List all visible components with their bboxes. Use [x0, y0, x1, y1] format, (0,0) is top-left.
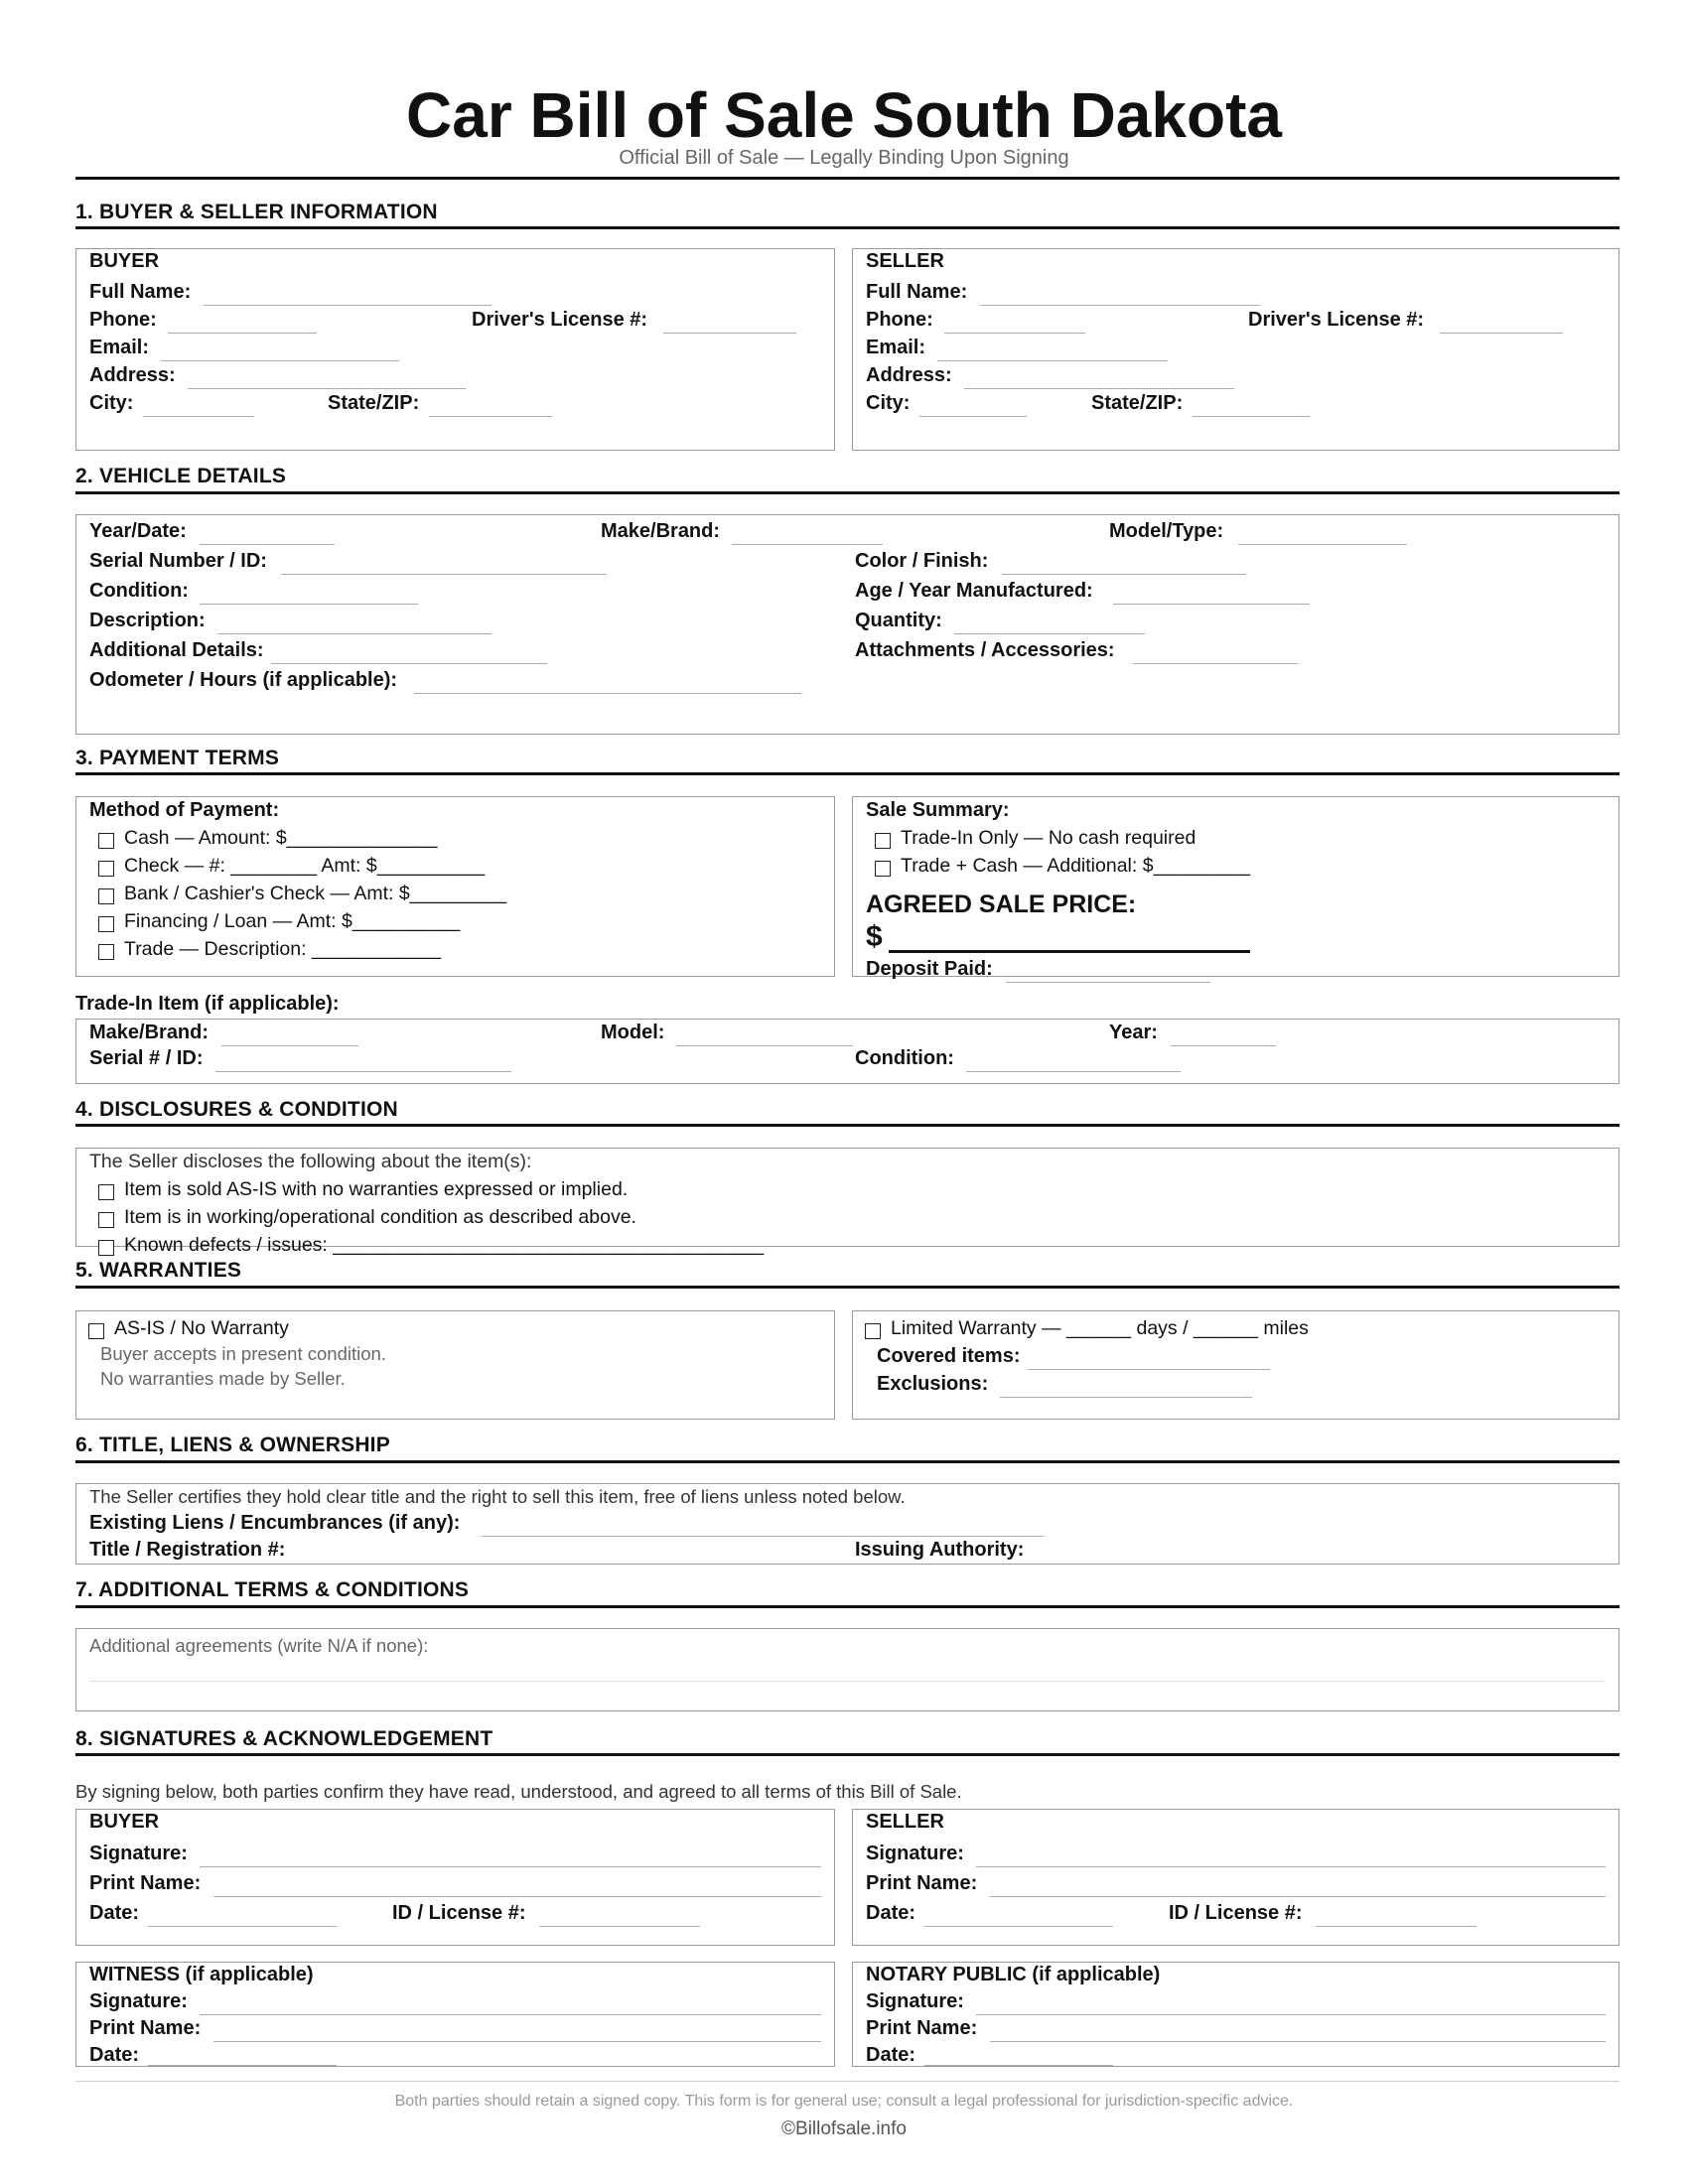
title-liens-box: [75, 1483, 1619, 1565]
vehicle-odometer-label: Odometer / Hours (if applicable):: [89, 669, 398, 691]
section-1-rule: [75, 226, 1619, 229]
section-3-heading: 3. PAYMENT TERMS: [75, 747, 280, 769]
notary-title: NOTARY PUBLIC (if applicable): [866, 1964, 1161, 1985]
financing-checkbox[interactable]: [98, 916, 114, 932]
covered-items-label: Covered items:: [877, 1345, 1021, 1367]
buyer-state-zip-field[interactable]: [429, 416, 552, 417]
vehicle-description-label: Description:: [89, 610, 206, 631]
as-is-disclosure-checkbox[interactable]: [98, 1184, 114, 1200]
cash-option-label: Cash — Amount: $______________: [124, 827, 438, 849]
trade-in-box: [75, 1019, 1619, 1084]
seller-phone-label: Phone:: [866, 309, 933, 331]
section-4-heading: 4. DISCLOSURES & CONDITION: [75, 1098, 398, 1121]
vehicle-quantity-field[interactable]: [954, 633, 1145, 634]
existing-liens-label: Existing Liens / Encumbrances (if any):: [89, 1512, 461, 1534]
as-is-warranty-checkbox[interactable]: [88, 1323, 104, 1339]
buyer-email-label: Email:: [89, 337, 150, 358]
buyer-accepts-text: Buyer accepts in present condition.: [100, 1343, 386, 1364]
vehicle-model-field[interactable]: [1238, 544, 1407, 545]
deposit-paid-label: Deposit Paid:: [866, 958, 993, 980]
sale-summary-title: Sale Summary:: [866, 799, 1010, 821]
vehicle-make-field[interactable]: [732, 544, 883, 545]
seller-phone-field[interactable]: [944, 333, 1085, 334]
buyer-date-field[interactable]: [148, 1926, 337, 1927]
section-5-heading: 5. WARRANTIES: [75, 1259, 242, 1282]
no-warranties-text: No warranties made by Seller.: [100, 1368, 346, 1389]
buyer-city-field[interactable]: [143, 416, 254, 417]
trade-only-label: Trade-In Only — No cash required: [901, 827, 1196, 849]
vehicle-condition-field[interactable]: [200, 604, 418, 605]
trade-in-year-field[interactable]: [1171, 1045, 1276, 1046]
buyer-id-license-label: ID / License #:: [392, 1902, 526, 1924]
as-is-disclosure-label: Item is sold AS-IS with no warranties expressed or implied.: [124, 1178, 629, 1200]
witness-print-name-field[interactable]: [213, 2041, 821, 2042]
vehicle-condition-label: Condition:: [89, 580, 189, 602]
buyer-full-name-field[interactable]: [204, 305, 492, 306]
trade-in-model-field[interactable]: [676, 1045, 853, 1046]
section-6-heading: 6. TITLE, LIENS & OWNERSHIP: [75, 1433, 390, 1456]
bank-check-checkbox[interactable]: [98, 888, 114, 904]
section-1-heading: 1. BUYER & SELLER INFORMATION: [75, 201, 438, 223]
vehicle-serial-field[interactable]: [281, 574, 607, 575]
vehicle-make-label: Make/Brand:: [601, 520, 721, 542]
sale-summary-box: [852, 796, 1619, 980]
seller-email-field[interactable]: [937, 360, 1168, 361]
additional-terms-box: [75, 1628, 1619, 1711]
trade-in-serial-field[interactable]: [215, 1071, 511, 1072]
section-2-rule: [75, 491, 1619, 494]
vehicle-attachments-label: Attachments / Accessories:: [855, 639, 1115, 661]
footer-copyright: ©Billofsale.info: [781, 2118, 907, 2139]
seller-signature-field[interactable]: [976, 1866, 1606, 1867]
trade-option-label: Trade — Description: ____________: [124, 938, 442, 960]
working-condition-checkbox[interactable]: [98, 1212, 114, 1228]
seller-info-box: [852, 248, 1619, 451]
section-7-heading: 7. ADDITIONAL TERMS & CONDITIONS: [75, 1578, 470, 1601]
footer-note: Both parties should retain a signed copy. This form is for general use; consult a legal professional for jurisdiction-specific advice.: [394, 2093, 1294, 2110]
section-8-heading: 8. SIGNATURES & ACKNOWLEDGEMENT: [75, 1727, 493, 1750]
trade-checkbox[interactable]: [98, 944, 114, 960]
vehicle-year-field[interactable]: [200, 544, 335, 545]
section-2-heading: 2. VEHICLE DETAILS: [75, 465, 287, 487]
trade-in-condition-field[interactable]: [966, 1071, 1181, 1072]
section-6-rule: [75, 1460, 1619, 1463]
seller-id-license-field[interactable]: [1316, 1926, 1477, 1927]
witness-print-name-label: Print Name:: [89, 2017, 202, 2039]
seller-date-field[interactable]: [924, 1926, 1113, 1927]
witness-box: [75, 1962, 835, 2067]
vehicle-age-field[interactable]: [1113, 604, 1310, 605]
payment-method-title: Method of Payment:: [89, 799, 280, 821]
buyer-city-label: City:: [89, 392, 134, 414]
header-divider: [75, 177, 1619, 180]
seller-address-label: Address:: [866, 364, 952, 386]
buyer-state-zip-label: State/ZIP:: [328, 392, 420, 414]
vehicle-color-label: Color / Finish:: [855, 550, 989, 572]
buyer-address-field[interactable]: [188, 388, 466, 389]
vehicle-attachments-field[interactable]: [1133, 663, 1298, 664]
section-7-rule: [75, 1605, 1619, 1608]
seller-email-label: Email:: [866, 337, 926, 358]
trade-only-checkbox[interactable]: [875, 833, 891, 849]
notary-print-name-field[interactable]: [990, 2041, 1606, 2042]
seller-full-name-label: Full Name:: [866, 281, 968, 303]
known-defects-label: Known defects / issues: ________________________________________: [124, 1234, 765, 1256]
seller-full-name-field[interactable]: [980, 305, 1260, 306]
vehicle-quantity-label: Quantity:: [855, 610, 942, 631]
limited-warranty-box: [852, 1310, 1619, 1420]
buyer-full-name-label: Full Name:: [89, 281, 192, 303]
seller-state-zip-field[interactable]: [1193, 416, 1310, 417]
title-registration-label: Title / Registration #:: [89, 1539, 286, 1561]
limited-warranty-checkbox[interactable]: [865, 1323, 881, 1339]
vehicle-details-box: [75, 514, 1619, 735]
seller-signature-label: Signature:: [866, 1843, 964, 1864]
agreed-sale-price-field[interactable]: [889, 950, 1250, 953]
title-certify-text: The Seller certifies they hold clear title and the right to sell this item, free of liens unless noted below.: [89, 1486, 906, 1507]
notary-signature-label: Signature:: [866, 1990, 964, 2012]
buyer-signature-label: Signature:: [89, 1843, 188, 1864]
trade-in-model-label: Model:: [601, 1022, 665, 1043]
vehicle-age-label: Age / Year Manufactured:: [855, 580, 1093, 602]
seller-signature-box: [852, 1809, 1619, 1946]
vehicle-serial-label: Serial Number / ID:: [89, 550, 267, 572]
signatures-confirm-text: By signing below, both parties confirm they have read, understood, and agreed to all terms of this Bill of Sale.: [75, 1781, 962, 1802]
buyer-dl-field[interactable]: [663, 333, 796, 334]
trade-in-make-field[interactable]: [221, 1045, 358, 1046]
trade-in-year-label: Year:: [1109, 1022, 1158, 1043]
buyer-print-name-label: Print Name:: [89, 1872, 202, 1894]
bank-check-option-label: Bank / Cashier's Check — Amt: $_________: [124, 883, 507, 904]
payment-method-box: [75, 796, 835, 977]
seller-address-field[interactable]: [964, 388, 1234, 389]
witness-title: WITNESS (if applicable): [89, 1964, 314, 1985]
notary-date-field[interactable]: [924, 2065, 1113, 2066]
seller-id-license-label: ID / License #:: [1169, 1902, 1303, 1924]
seller-date-label: Date:: [866, 1902, 916, 1924]
seller-dl-label: Driver's License #:: [1248, 309, 1425, 331]
seller-print-name-label: Print Name:: [866, 1872, 978, 1894]
seller-city-field[interactable]: [919, 416, 1027, 417]
vehicle-model-label: Model/Type:: [1109, 520, 1224, 542]
trade-in-make-label: Make/Brand:: [89, 1022, 210, 1043]
buyer-id-license-field[interactable]: [539, 1926, 700, 1927]
vehicle-year-label: Year/Date:: [89, 520, 187, 542]
vehicle-color-field[interactable]: [1002, 574, 1246, 575]
deposit-paid-field[interactable]: [1006, 982, 1210, 983]
as-is-warranty-box: [75, 1310, 835, 1420]
notary-signature-field[interactable]: [976, 2014, 1606, 2015]
section-8-rule: [75, 1753, 1619, 1756]
seller-dl-field[interactable]: [1440, 333, 1563, 334]
financing-option-label: Financing / Loan — Amt: $__________: [124, 910, 461, 932]
trade-in-title: Trade-In Item (if applicable):: [75, 993, 340, 1015]
buyer-signature-box: [75, 1809, 835, 1946]
working-condition-label: Item is in working/operational condition as described above.: [124, 1206, 636, 1228]
notary-print-name-label: Print Name:: [866, 2017, 978, 2039]
page-title: Car Bill of Sale South Dakota: [406, 79, 1282, 151]
vehicle-additional-field[interactable]: [271, 663, 547, 664]
disclosures-box: [75, 1148, 1619, 1256]
seller-print-name-field[interactable]: [990, 1896, 1606, 1897]
witness-signature-label: Signature:: [89, 1990, 188, 2012]
section-5-rule: [75, 1286, 1619, 1289]
disclosures-intro: The Seller discloses the following about the item(s):: [89, 1151, 532, 1172]
additional-terms-placeholder: Additional agreements (write N/A if none):: [89, 1635, 429, 1656]
notary-date-label: Date:: [866, 2044, 916, 2066]
buyer-print-name-field[interactable]: [213, 1896, 821, 1897]
check-checkbox[interactable]: [98, 861, 114, 877]
exclusions-label: Exclusions:: [877, 1373, 989, 1395]
buyer-phone-label: Phone:: [89, 309, 157, 331]
buyer-signature-title: BUYER: [89, 1811, 160, 1833]
section-4-rule: [75, 1124, 1619, 1127]
witness-date-field[interactable]: [148, 2065, 337, 2066]
trade-cash-label: Trade + Cash — Additional: $_________: [901, 855, 1251, 877]
vehicle-description-field[interactable]: [217, 633, 492, 634]
footer-divider: [75, 2081, 1619, 2082]
witness-date-label: Date:: [89, 2044, 140, 2066]
cash-checkbox[interactable]: [98, 833, 114, 849]
trade-in-condition-label: Condition:: [855, 1047, 954, 1069]
trade-in-serial-label: Serial # / ID:: [89, 1047, 204, 1069]
buyer-address-label: Address:: [89, 364, 176, 386]
page-subtitle: Official Bill of Sale — Legally Binding Upon Signing: [619, 147, 1069, 169]
buyer-dl-label: Driver's License #:: [472, 309, 648, 331]
covered-items-field[interactable]: [1028, 1369, 1270, 1370]
vehicle-odometer-field[interactable]: [414, 693, 801, 694]
witness-signature-field[interactable]: [200, 2014, 821, 2015]
section-3-rule: [75, 772, 1619, 775]
as-is-warranty-label: AS-IS / No Warranty: [114, 1317, 289, 1339]
existing-liens-field[interactable]: [482, 1536, 1044, 1537]
buyer-signature-field[interactable]: [200, 1866, 821, 1867]
seller-city-label: City:: [866, 392, 911, 414]
agreed-sale-price-label: AGREED SALE PRICE:: [866, 890, 1137, 918]
exclusions-field[interactable]: [1000, 1397, 1252, 1398]
buyer-info-box: [75, 248, 835, 451]
notary-box: [852, 1962, 1619, 2067]
limited-warranty-label: Limited Warranty — ______ days / ______ miles: [891, 1317, 1309, 1339]
additional-terms-field[interactable]: [89, 1681, 1605, 1682]
seller-signature-title: SELLER: [866, 1811, 944, 1833]
buyer-email-field[interactable]: [161, 360, 399, 361]
buyer-phone-field[interactable]: [168, 333, 317, 334]
agreed-sale-price-dollar: $: [866, 920, 883, 953]
vehicle-additional-label: Additional Details:: [89, 639, 264, 661]
buyer-title: BUYER: [89, 250, 160, 272]
check-option-label: Check — #: ________ Amt: $__________: [124, 855, 486, 877]
issuing-authority-label: Issuing Authority:: [855, 1539, 1025, 1561]
seller-state-zip-label: State/ZIP:: [1091, 392, 1184, 414]
trade-cash-checkbox[interactable]: [875, 861, 891, 877]
seller-title: SELLER: [866, 250, 944, 272]
known-defects-checkbox[interactable]: [98, 1240, 114, 1256]
buyer-date-label: Date:: [89, 1902, 140, 1924]
